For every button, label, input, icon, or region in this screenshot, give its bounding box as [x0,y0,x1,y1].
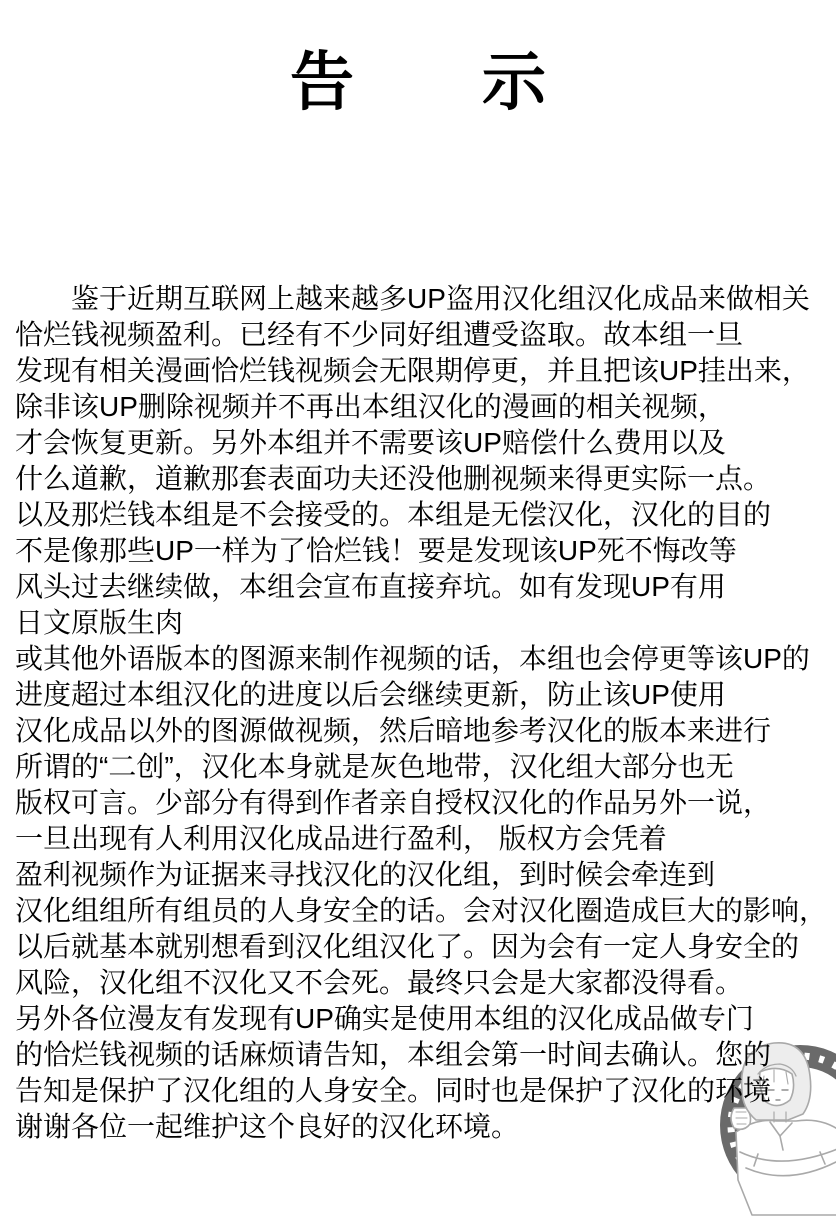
notice-line: 以及那烂钱本组是不会接受的。本组是无偿汉化，汉化的目的 [15,499,772,530]
notice-line: 鉴于近期互联网上越来越多UP盗用汉化组汉化成品来做相关 [15,283,810,314]
notice-line: 的恰烂钱视频的话麻烦请告知，本组会第一时间去确认。您的 [15,1039,772,1070]
notice-line: 日文原版生肉 [15,607,184,638]
notice-line: 什么道歉，道歉那套表面功夫还没他删视频来得更实际一点。 [15,463,772,494]
notice-title: 告 示 [290,46,546,118]
notice-line: 才会恢复更新。另外本组并不需要该UP赔偿什么费用以及 [15,427,726,458]
notice-line: 告知是保护了汉化组的人身安全。同时也是保护了汉化的环境 [15,1075,772,1106]
notice-line: 汉化组组所有组员的人身安全的话。会对汉化圈造成巨大的影响， [15,895,828,926]
notice-body [15,281,830,1145]
notice-line: 不是像那些UP一样为了恰烂钱！要是发现该UP死不悔改等 [15,535,737,566]
notice-line: 另外各位漫友有发现有UP确实是使用本组的汉化成品做专门 [15,1003,754,1034]
notice-line: 盈利视频作为证据来寻找汉化的汉化组，到时候会牵连到 [15,859,716,890]
notice-line: 风险，汉化组不汉化又不会死。最终只会是大家都没得看。 [15,967,744,998]
notice-line: 进度超过本组汉化的进度以后会继续更新，防止该UP使用 [15,679,726,710]
notice-line: 一旦出现有人利用汉化成品进行盈利， 版权方会凭着 [15,823,667,854]
notice-line: 版权可言。少部分有得到作者亲自授权汉化的作品另外一说， [15,787,772,818]
notice-line: 所谓的“二创”，汉化本身就是灰色地带，汉化组大部分也无 [15,751,734,782]
notice-line: 或其他外语版本的图源来制作视频的话，本组也会停更等该UP的 [15,643,810,674]
notice-line: 发现有相关漫画恰烂钱视频会无限期停更，并且把该UP挂出来， [15,355,810,386]
notice-line: 风头过去继续做，本组会宣布直接弃坑。如有发现UP有用 [15,571,726,602]
notice-line: 以后就基本就别想看到汉化组汉化了。因为会有一定人身安全的 [15,931,800,962]
notice-line: 谢谢各位一起维护这个良好的汉化环境。 [15,1111,520,1142]
notice-line: 恰烂钱视频盈利。已经有不少同好组遭受盗取。故本组一旦 [15,319,744,350]
notice-line: 除非该UP删除视频并不再出本组汉化的漫画的相关视频， [15,391,726,422]
notice-line: 汉化成品以外的图源做视频，然后暗地参考汉化的版本来进行 [15,715,772,746]
